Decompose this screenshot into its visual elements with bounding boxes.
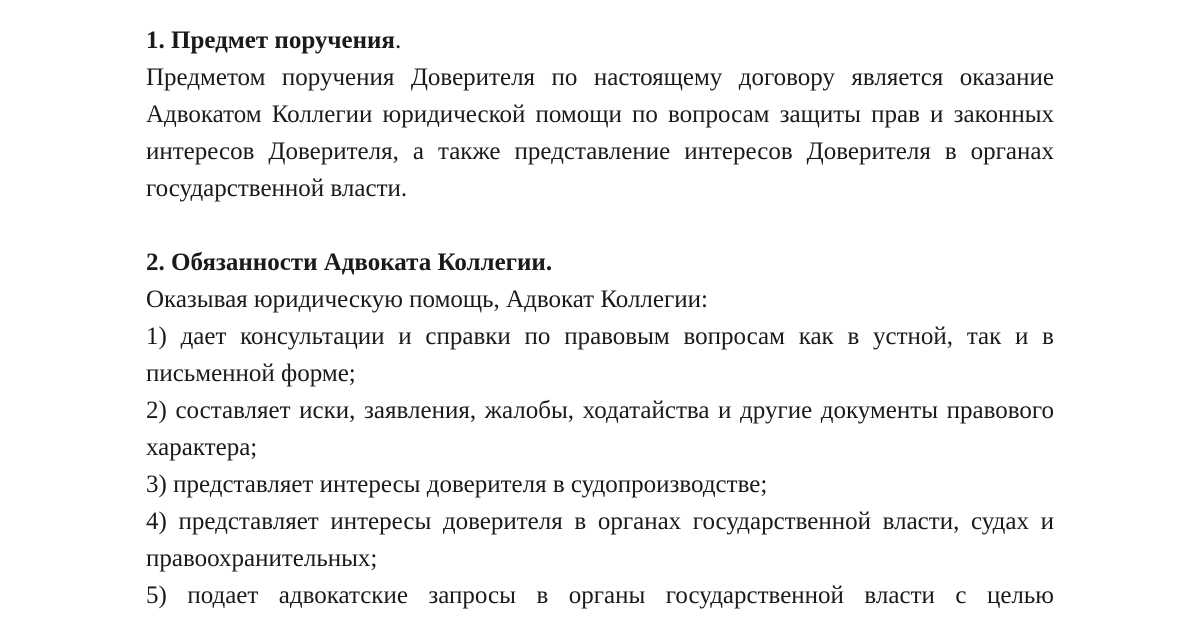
duty-item-3: 3) представляет интересы доверителя в судопроизводстве;	[146, 471, 768, 498]
section-1-paragraph: Предметом поручения Доверителя по настоящему договору является оказание Адвокатом Коллегии юридической помощи по вопросам защиты прав и законных интересов Доверителя, а также представление интересов Доверителя в органах государственной власти.	[146, 64, 1054, 202]
section-2-intro: Оказывая юридическую помощь, Адвокат Коллегии:	[146, 286, 708, 313]
section-1-heading	[146, 22, 1054, 59]
section-1-heading-text: 1. Предмет поручения	[146, 27, 395, 54]
section-spacer	[146, 207, 1054, 244]
section-2-heading-text: 2. Обязанности Адвоката Коллегии.	[146, 249, 553, 276]
section-1-heading-period: .	[394, 27, 402, 54]
section-2-heading	[146, 244, 1054, 281]
duty-item-2: 2) составляет иски, заявления, жалобы, ходатайства и другие документы правового характера;	[146, 397, 1054, 461]
document-body	[146, 22, 1054, 614]
duty-item-1: 1) дает консультации и справки по правовым вопросам как в устной, так и в письменной форме;	[146, 323, 1054, 387]
duty-item-5: 5) подает адвокатские запросы в органы государственной власти с целью	[146, 582, 1054, 609]
duty-item-4: 4) представляет интересы доверителя в органах государственной власти, судах и правоохранительных;	[146, 508, 1054, 572]
